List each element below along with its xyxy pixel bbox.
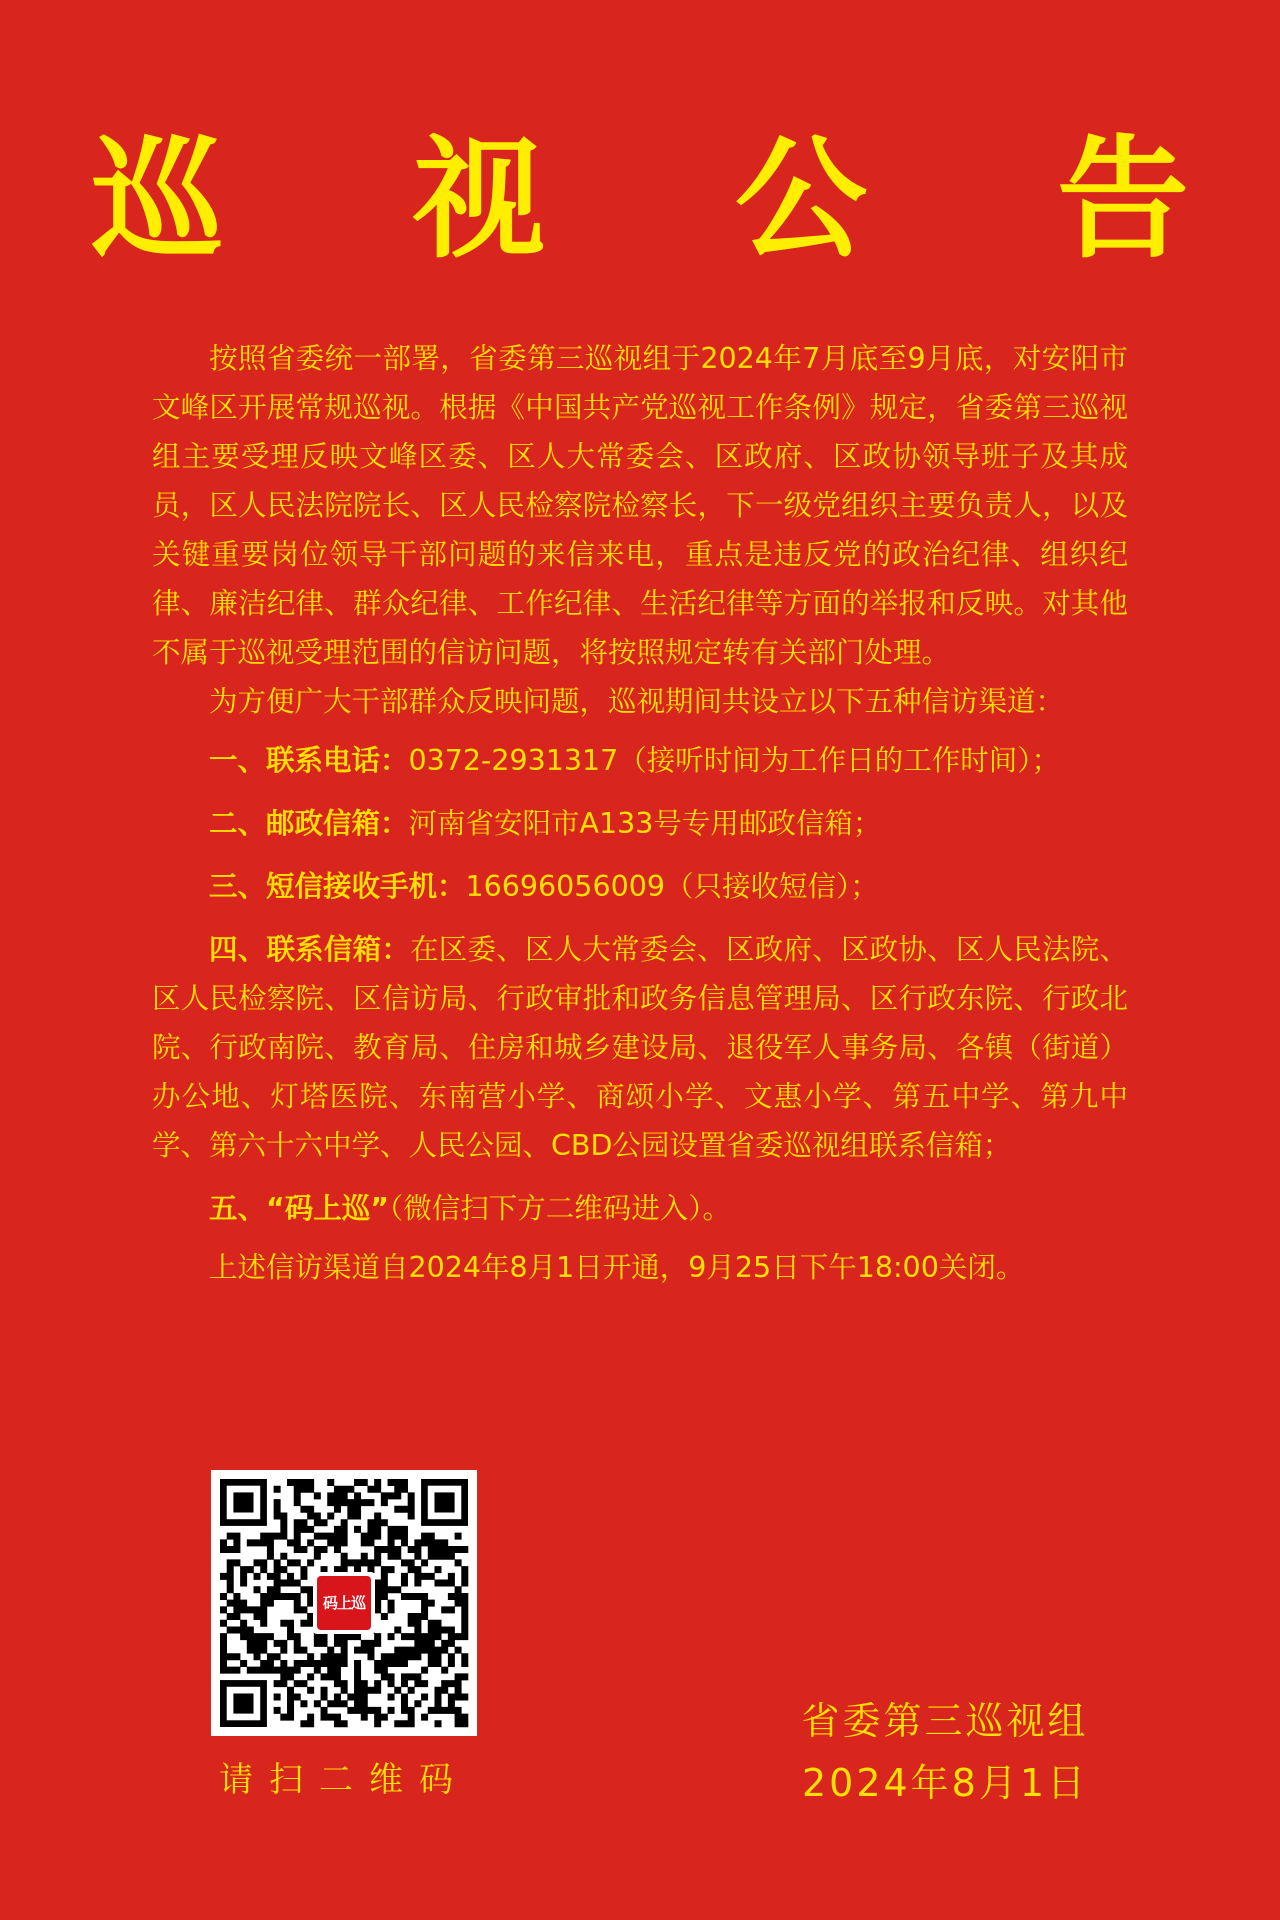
channel-postbox-text: 河南省安阳市A133号专用邮政信箱； — [408, 807, 882, 840]
channel-mailbox-text: 在区委、区人大常委会、区政府、区政协、区人民法院、区人民检察院、区信访局、行政审批和政务信息管理局、区行政东院、行政北院、行政南院、教育局、住房和城乡建设局、退役军人事务局、各镇（街道）办公地、灯塔医院、东南营小学、商颂小学、文惠小学、第五中学、第九中学、第六十六中学、人民公园、CBD公园设置省委巡视组联系信箱； — [152, 933, 1128, 1162]
channel-qr — [152, 1184, 1128, 1233]
channels-period-paragraph: 上述信访渠道自2024年8月1日开通，9月25日下午18:00关闭。 — [209, 1251, 1025, 1284]
notice-title: 巡 视 公 告 — [91, 122, 1261, 277]
intro-paragraph: 按照省委统一部署，省委第三巡视组于2024年7月底至9月底，对安阳市文峰区开展常规巡视。根据《中国共产党巡视工作条例》规定，省委第三巡视组主要受理反映文峰区委、区人大常委会、区政府、区政协领导班子及其成员，区人民法院院长、区人民检察院检察长，下一级党组织主要负责人，以及关键重要岗位领导干部问题的来信来电，重点是违反党的政治纪律、组织纪律、廉洁纪律、群众纪律、工作纪律、生活纪律等方面的举报和反映。对其他不属于巡视受理范围的信访问题，将按照规定转有关部门处理。 — [152, 342, 1128, 669]
qr-caption: 请扫二维码 — [219, 1760, 469, 1800]
channel-postbox — [152, 799, 1128, 848]
channel-qr-label: 五、“码上巡” — [209, 1192, 389, 1225]
channel-mailbox-label: 四、联系信箱： — [209, 933, 411, 966]
notice-body — [152, 334, 1128, 1292]
qr-finder-1 — [424, 1482, 464, 1522]
signature-date: 2024年8月1日 — [801, 1761, 1089, 1805]
channel-mailbox — [152, 925, 1128, 1170]
channel-phone-text: 0372-2931317（接听时间为工作日的工作时间）； — [408, 744, 1061, 777]
channel-sms-text: 16696056009（只接收短信）； — [465, 870, 879, 903]
channel-postbox-label: 二、邮政信箱： — [209, 807, 409, 840]
qr-logo-text: 码上巡 — [317, 1576, 371, 1630]
qr-logo-badge — [313, 1572, 375, 1634]
qr-finder-2 — [223, 1683, 263, 1723]
qr-finder-0 — [223, 1482, 263, 1522]
channel-phone-label: 一、联系电话： — [209, 744, 409, 777]
channel-sms-label: 三、短信接收手机： — [209, 870, 466, 903]
channel-phone — [152, 736, 1128, 785]
signature-org: 省委第三巡视组 — [801, 1699, 1089, 1743]
channel-qr-text: （微信扫下方二维码进入）。 — [388, 1192, 731, 1225]
signature-block — [760, 1690, 1130, 1814]
qr-code[interactable] — [211, 1470, 477, 1736]
channels-intro-paragraph: 为方便广大干部群众反映问题，巡视期间共设立以下五种信访渠道： — [209, 685, 1065, 718]
channel-sms — [152, 862, 1128, 911]
